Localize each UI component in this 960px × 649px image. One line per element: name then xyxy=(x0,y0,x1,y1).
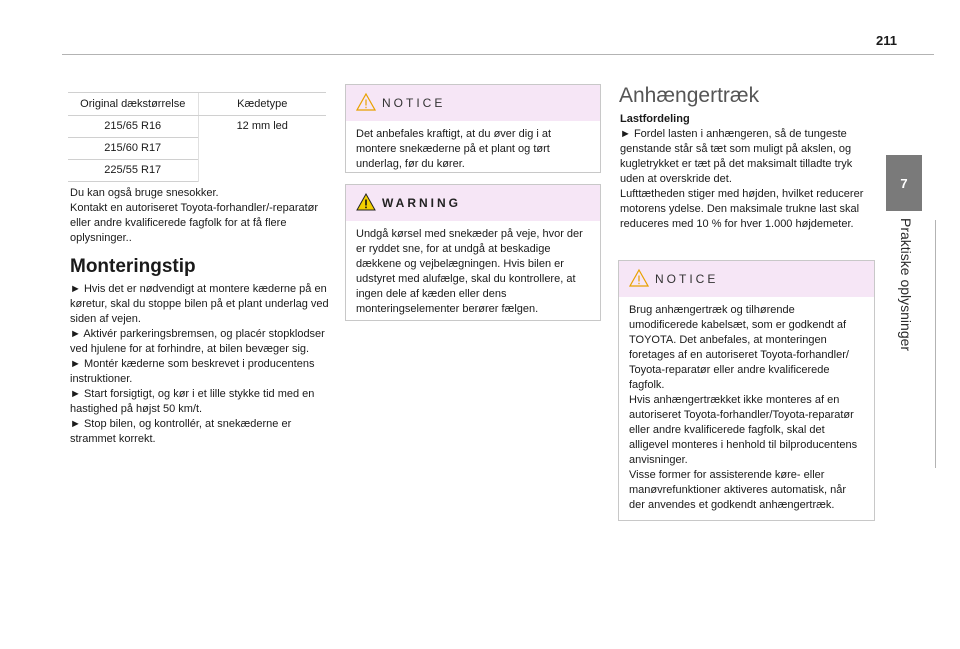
table-cell: 12 mm led xyxy=(198,116,326,182)
load-distribution-subheading: Lastfordeling xyxy=(620,113,690,125)
load-distribution xyxy=(620,112,874,232)
notice-header xyxy=(346,85,600,121)
table-header-row xyxy=(68,93,326,116)
warning-triangle-outline-icon xyxy=(356,92,376,112)
table-header-chain-type: Kædetype xyxy=(198,93,326,116)
list-item: ► Hvis det er nødvendigt at montere kæderne på en køretur, skal du stoppe bilen på et plant underlag ved siden af vejen. xyxy=(70,283,329,325)
table-cell: 215/60 R17 xyxy=(68,138,198,160)
notice-title: NOTICE xyxy=(655,272,719,286)
paragraph: ► Fordel lasten i anhængeren, så de tungeste genstande står så tæt som muligt på akslen, og kugletrykket er tæt på det maksimalt tilladte tryk uden at overskride det. xyxy=(620,128,853,185)
warning-title: WARNING xyxy=(382,196,461,210)
paragraph: Hvis anhængertrækket ikke monteres af en autoriseret Toyota-forhandler/Toyota-reparatør eller andre kvalificerede fagfolk, skal det alligevel monteres i henhold til bilproducentens anvisninger. xyxy=(629,394,858,466)
table-row xyxy=(68,116,326,138)
notice-title: NOTICE xyxy=(382,96,446,110)
list-item: ► Stop bilen, og kontrollér, at snekæderne er strammet korrekt. xyxy=(70,418,292,445)
page-number: 211 xyxy=(876,33,897,48)
paragraph: Visse former for assisterende køre- eller manøvrefunktioner aktiveres automatisk, når der anvendes et godkendt anhængertræk. xyxy=(629,469,847,511)
list-item: ► Aktivér parkeringsbremsen, og placér stopklodser ved hjulene for at forhindre, at bilen bevæger sig. xyxy=(70,328,325,355)
warning-triangle-filled-icon xyxy=(356,192,376,212)
mounting-tips-heading: Monteringstip xyxy=(70,256,196,277)
warning-triangle-outline-icon xyxy=(629,268,649,288)
paragraph: Brug anhængertræk og tilhørende umodificerede kabelsæt, som er godkendt af TOYOTA. Det anbefales, at monteringen foretages af en autoriseret Toyota-forhandler/ Toyota-reparatør eller andre kvalificerede fagfolk. xyxy=(629,304,849,391)
mounting-steps xyxy=(70,282,332,447)
warning-text: Undgå kørsel med snekæder på veje, hvor der er ryddet sne, for at undgå at beskadige dækkene og vejbelægningen. Hvis bilen er udstyret med alufælge, skal du kontrollere, at ingen dele af kæden eller dens monteringselementer berører fælgen. xyxy=(356,228,583,315)
notice-text xyxy=(619,297,874,521)
towbar-notice-box xyxy=(618,260,875,521)
tyre-chain-table xyxy=(68,92,326,182)
header-rule xyxy=(62,54,934,55)
table-header-tyre-size: Original dækstørrelse xyxy=(68,93,198,116)
paragraph: Kontakt en autoriseret Toyota-forhandler/-reparatør eller andre kvalificerede fagfolk for at få flere oplysninger.. xyxy=(70,202,319,244)
table-cell: 215/65 R16 xyxy=(68,116,198,138)
paragraph: Lufttætheden stiger med højden, hvilket reducerer motorens ydelse. Den maksimale trukne last skal reduceres med 10 % for hver 1.000 højdemeter. xyxy=(620,188,864,230)
notice-header xyxy=(619,261,874,297)
notice-box xyxy=(345,84,601,173)
notice-text: Det anbefales kraftigt, at du øver dig i at montere snekæderne på et plant og tørt underlag, før du kører. xyxy=(356,128,552,170)
table-cell: 225/55 R17 xyxy=(68,160,198,182)
towbar-heading: Anhængertræk xyxy=(619,84,760,107)
warning-header xyxy=(346,185,600,221)
chapter-title: Praktiske oplysninger xyxy=(898,218,914,352)
chapter-tab-rule xyxy=(935,220,936,468)
paragraph: Du kan også bruge snesokker. xyxy=(70,187,219,199)
warning-box xyxy=(345,184,601,321)
list-item: ► Start forsigtigt, og kør i et lille stykke tid med en hastighed på højst 50 km/t. xyxy=(70,388,315,415)
list-item: ► Montér kæderne som beskrevet i producentens instruktioner. xyxy=(70,358,315,385)
chapter-number-tab: 7 xyxy=(886,155,922,211)
snow-socks-text xyxy=(70,186,332,246)
